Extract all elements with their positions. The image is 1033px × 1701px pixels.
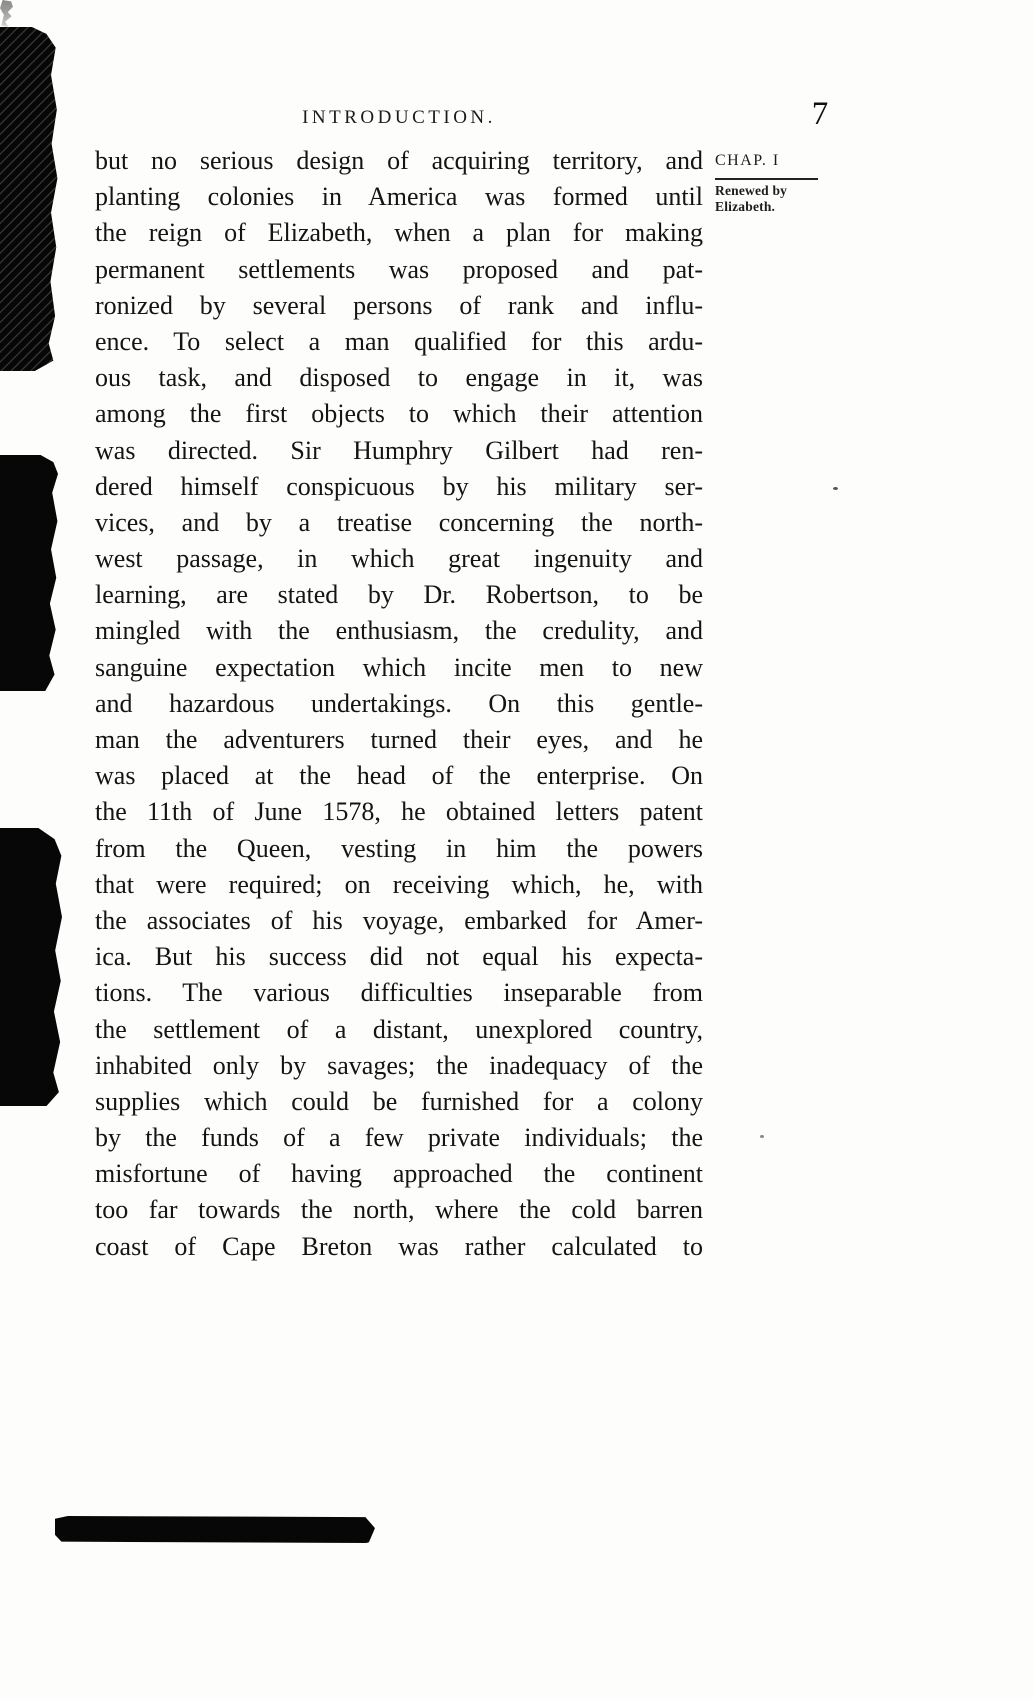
text-line: the 11th of June 1578, he obtained letters patent — [95, 797, 703, 827]
text-line: dered himself conspicuous by his military ser- — [95, 471, 703, 501]
ink-speck-1 — [833, 487, 838, 490]
text-line: man the adventurers turned their eyes, and he — [95, 725, 703, 754]
text-line: mingled with the enthusiasm, the credulity, and — [95, 616, 703, 646]
text-line: vices, and by a treatise concerning the north- — [95, 507, 703, 537]
text-line: but no serious design of acquiring territory, and — [95, 146, 703, 175]
text-line: was placed at the head of the enterprise. On — [95, 761, 703, 791]
ink-smudge-top-left — [0, 0, 13, 27]
ink-blot-left-3 — [0, 27, 58, 371]
text-line: permanent settlements was proposed and pat- — [95, 254, 703, 284]
text-line: west passage, in which great ingenuity and — [95, 544, 703, 574]
text-line: among the first objects to which their attention — [95, 399, 703, 429]
margin-notes — [715, 152, 840, 214]
text-line: was directed. Sir Humphry Gilbert had ren- — [95, 435, 703, 465]
text-line: sanguine expectation which incite men to new — [95, 652, 703, 682]
text-line: and hazardous undertakings. On this gentle- — [95, 688, 703, 718]
text-line: the reign of Elizabeth, when a plan for making — [95, 218, 703, 248]
ink-blot-left-1 — [0, 455, 58, 691]
text-line: that were required; on receiving which, he, with — [95, 869, 703, 899]
text-line: planting colonies in America was formed until — [95, 182, 703, 212]
text-line: misfortune of having approached the continent — [95, 1159, 703, 1189]
side-note — [715, 183, 840, 214]
ink-bar-bottom — [55, 1516, 375, 1543]
text-line: ence. To select a man qualified for this ardu- — [95, 326, 703, 356]
text-line: tions. The various difficulties inseparable from — [95, 978, 703, 1008]
text-line: the settlement of a distant, unexplored country, — [95, 1014, 703, 1044]
side-note-line-1: Renewed by — [715, 183, 788, 198]
running-title: INTRODUCTION. — [302, 107, 496, 128]
text-line: inhabited only by savages; the inadequacy of the — [95, 1050, 703, 1080]
text-line: by the funds of a few private individuals; the — [95, 1123, 703, 1153]
text-line: ronized by several persons of rank and influ- — [95, 290, 703, 320]
margin-rule — [715, 178, 818, 180]
text-line: too far towards the north, where the cold barren — [95, 1195, 703, 1225]
side-note-line-2: Elizabeth. — [715, 198, 776, 214]
text-line: supplies which could be furnished for a colony — [95, 1086, 703, 1116]
ink-speck-2 — [760, 1135, 764, 1138]
chapter-label: CHAP. I — [715, 152, 780, 169]
text-line: from the Queen, vesting in him the powers — [95, 833, 703, 863]
ink-blot-left-2 — [0, 828, 62, 1106]
text-line: ous task, and disposed to engage in it, was — [95, 363, 703, 393]
text-line: the associates of his voyage, embarked for Amer- — [95, 905, 703, 935]
text-line: coast of Cape Breton was rather calculated to — [95, 1231, 703, 1261]
text-line: ica. But his success did not equal his expecta- — [95, 942, 703, 972]
text-line: learning, are stated by Dr. Robertson, to be — [95, 580, 703, 610]
page-number: 7 — [811, 96, 829, 132]
body-text — [95, 143, 703, 1265]
